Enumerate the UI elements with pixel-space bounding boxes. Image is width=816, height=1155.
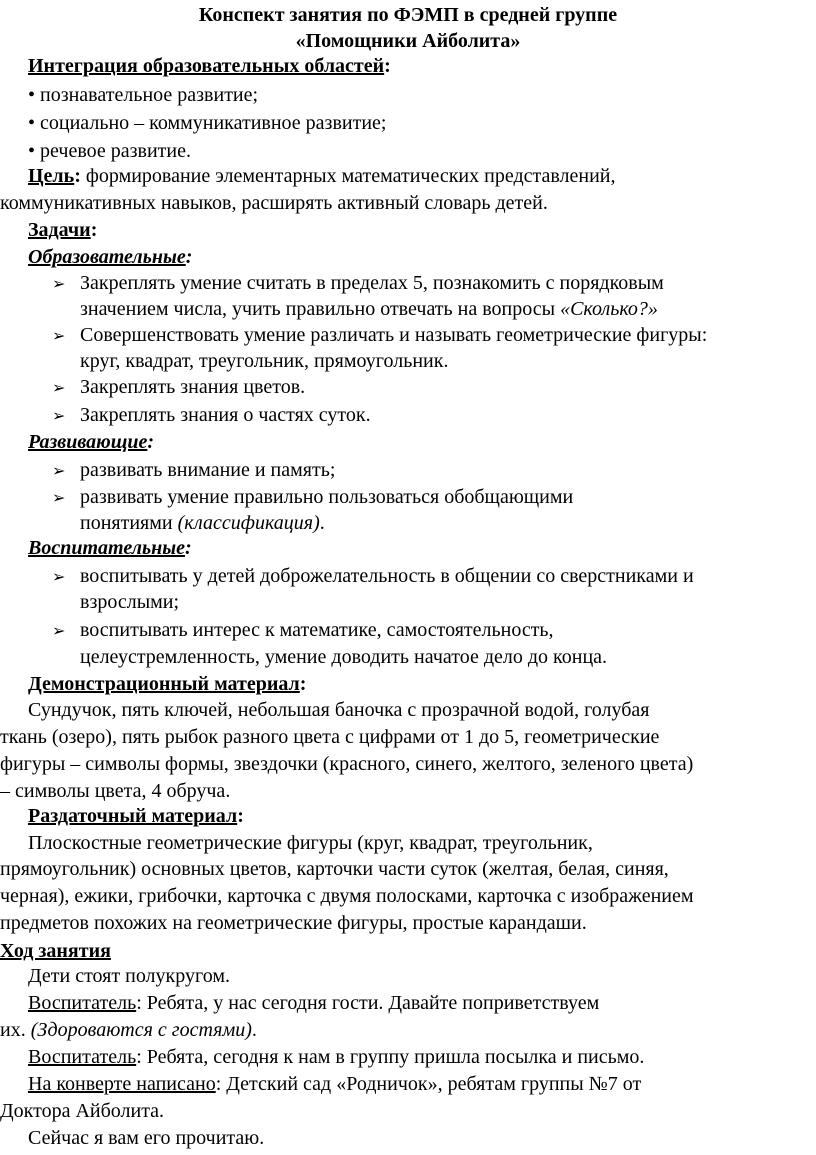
developing-heading-line: Развивающие: [28, 431, 155, 453]
goal-line: Цель: формирование элементарных математических представлений, [28, 165, 616, 187]
arrowhead-bullet-icon: ➢ [52, 326, 66, 345]
arrowhead-bullet-icon: ➢ [52, 274, 66, 293]
paragraph-line: их. (Здороваются с гостями). [0, 1019, 257, 1041]
integration-item: • познавательное развитие; [28, 84, 259, 106]
list-item-cont: взрослыми; [80, 591, 180, 613]
list-item-cont: круг, квадрат, треугольник, прямоугольник. [80, 350, 449, 372]
lesson-heading: Ход занятия [0, 940, 111, 962]
paragraph-line: Сейчас я вам его прочитаю. [28, 1127, 265, 1149]
list-item: ➢ Закреплять знания цветов. [52, 376, 306, 398]
paragraph-line: фигуры – символы формы, звездочки (красного, синего, желтого, зеленого цвета) [0, 753, 694, 775]
paragraph-line: Воспитатель: Ребята, у нас сегодня гости. Давайте поприветствуем [28, 992, 600, 1014]
integration-heading-line: Интеграция образовательных областей: [28, 55, 391, 77]
paragraph-line: – символы цвета, 4 обруча. [0, 780, 231, 802]
paragraph-line: черная), ежики, грибочки, карточка с двумя полосками, карточка с изображением [0, 885, 694, 907]
list-item: ➢ Закреплять умение считать в пределах 5, познакомить с порядковым [52, 272, 664, 294]
arrowhead-bullet-icon: ➢ [52, 621, 66, 640]
goal-label: Цель [28, 165, 75, 187]
paragraph-line: Воспитатель: Ребята, сегодня к нам в группу пришла посылка и письмо. [28, 1046, 645, 1068]
paragraph-line: Доктора Айболита. [0, 1100, 165, 1122]
paragraph-line: ткань (озеро), пять рыбок разного цвета с цифрами от 1 до 5, геометрические [0, 726, 660, 748]
paragraph-line: Сундучок, пять ключей, небольшая баночка с прозрачной водой, голубая [28, 699, 650, 721]
list-item-cont: понятиями (классификация). [80, 512, 325, 534]
speaker-label: Воспитатель [28, 992, 137, 1014]
goal-text-cont: коммуникативных навыков, расширять активный словарь детей. [0, 192, 548, 214]
paragraph-line: Плоскостные геометрические фигуры (круг, квадрат, треугольник, [28, 832, 593, 854]
list-item-cont: целеустремленность, умение доводить начатое дело до конца. [80, 646, 608, 668]
upbringing-heading-line: Воспитательные: [28, 537, 192, 559]
arrowhead-bullet-icon: ➢ [52, 567, 66, 586]
handout-heading: Раздаточный материал [28, 805, 238, 827]
list-item-cont: значением числа, учить правильно отвечать на вопросы «Сколько?» [80, 298, 658, 320]
tasks-heading: Задачи [28, 219, 91, 241]
demo-heading-line: Демонстрационный материал: [28, 673, 307, 695]
arrowhead-bullet-icon: ➢ [52, 378, 66, 397]
document-title-line2: «Помощники Айболита» [295, 30, 521, 52]
list-item: ➢ Совершенствовать умение различать и называть геометрические фигуры: [52, 324, 708, 346]
demo-heading: Демонстрационный материал [28, 673, 300, 695]
list-item: ➢ воспитывать у детей доброжелательность в общении со сверстниками и [52, 565, 694, 587]
list-item: ➢ развивать внимание и память; [52, 459, 336, 481]
integration-item: • социально – коммуникативное развитие; [28, 112, 387, 134]
developing-heading: Развивающие [28, 431, 148, 453]
list-item: ➢ воспитывать интерес к математике, самостоятельность, [52, 619, 554, 641]
handout-heading-line: Раздаточный материал: [28, 805, 244, 827]
list-item: ➢ развивать умение правильно пользоваться обобщающими [52, 486, 574, 508]
arrowhead-bullet-icon: ➢ [52, 406, 66, 425]
speaker-label: Воспитатель [28, 1046, 137, 1068]
tasks-heading-line: Задачи: [28, 219, 98, 241]
upbringing-heading: Воспитательные [28, 537, 185, 559]
list-item: ➢ Закреплять знания о частях суток. [52, 404, 371, 426]
educational-heading-line: Образовательные: [28, 246, 193, 268]
paragraph-line: Дети стоят полукругом. [28, 965, 230, 987]
paragraph-line: На конверте написано: Детский сад «Родничок», ребятам группы №7 от [28, 1073, 642, 1095]
educational-heading: Образовательные [28, 246, 186, 268]
paragraph-line: прямоугольник) основных цветов, карточки части суток (желтая, белая, синяя, [0, 858, 669, 880]
envelope-label: На конверте написано [28, 1073, 216, 1095]
integration-heading: Интеграция образовательных областей [28, 55, 385, 77]
paragraph-line: предметов похожих на геометрические фигуры, простые карандаши. [0, 912, 587, 934]
document-title-line1: Конспект занятия по ФЭМП в средней группе [198, 4, 618, 26]
goal-text: формирование элементарных математических представлений, [80, 165, 616, 187]
integration-item: • речевое развитие. [28, 140, 191, 162]
arrowhead-bullet-icon: ➢ [52, 488, 66, 507]
arrowhead-bullet-icon: ➢ [52, 461, 66, 480]
